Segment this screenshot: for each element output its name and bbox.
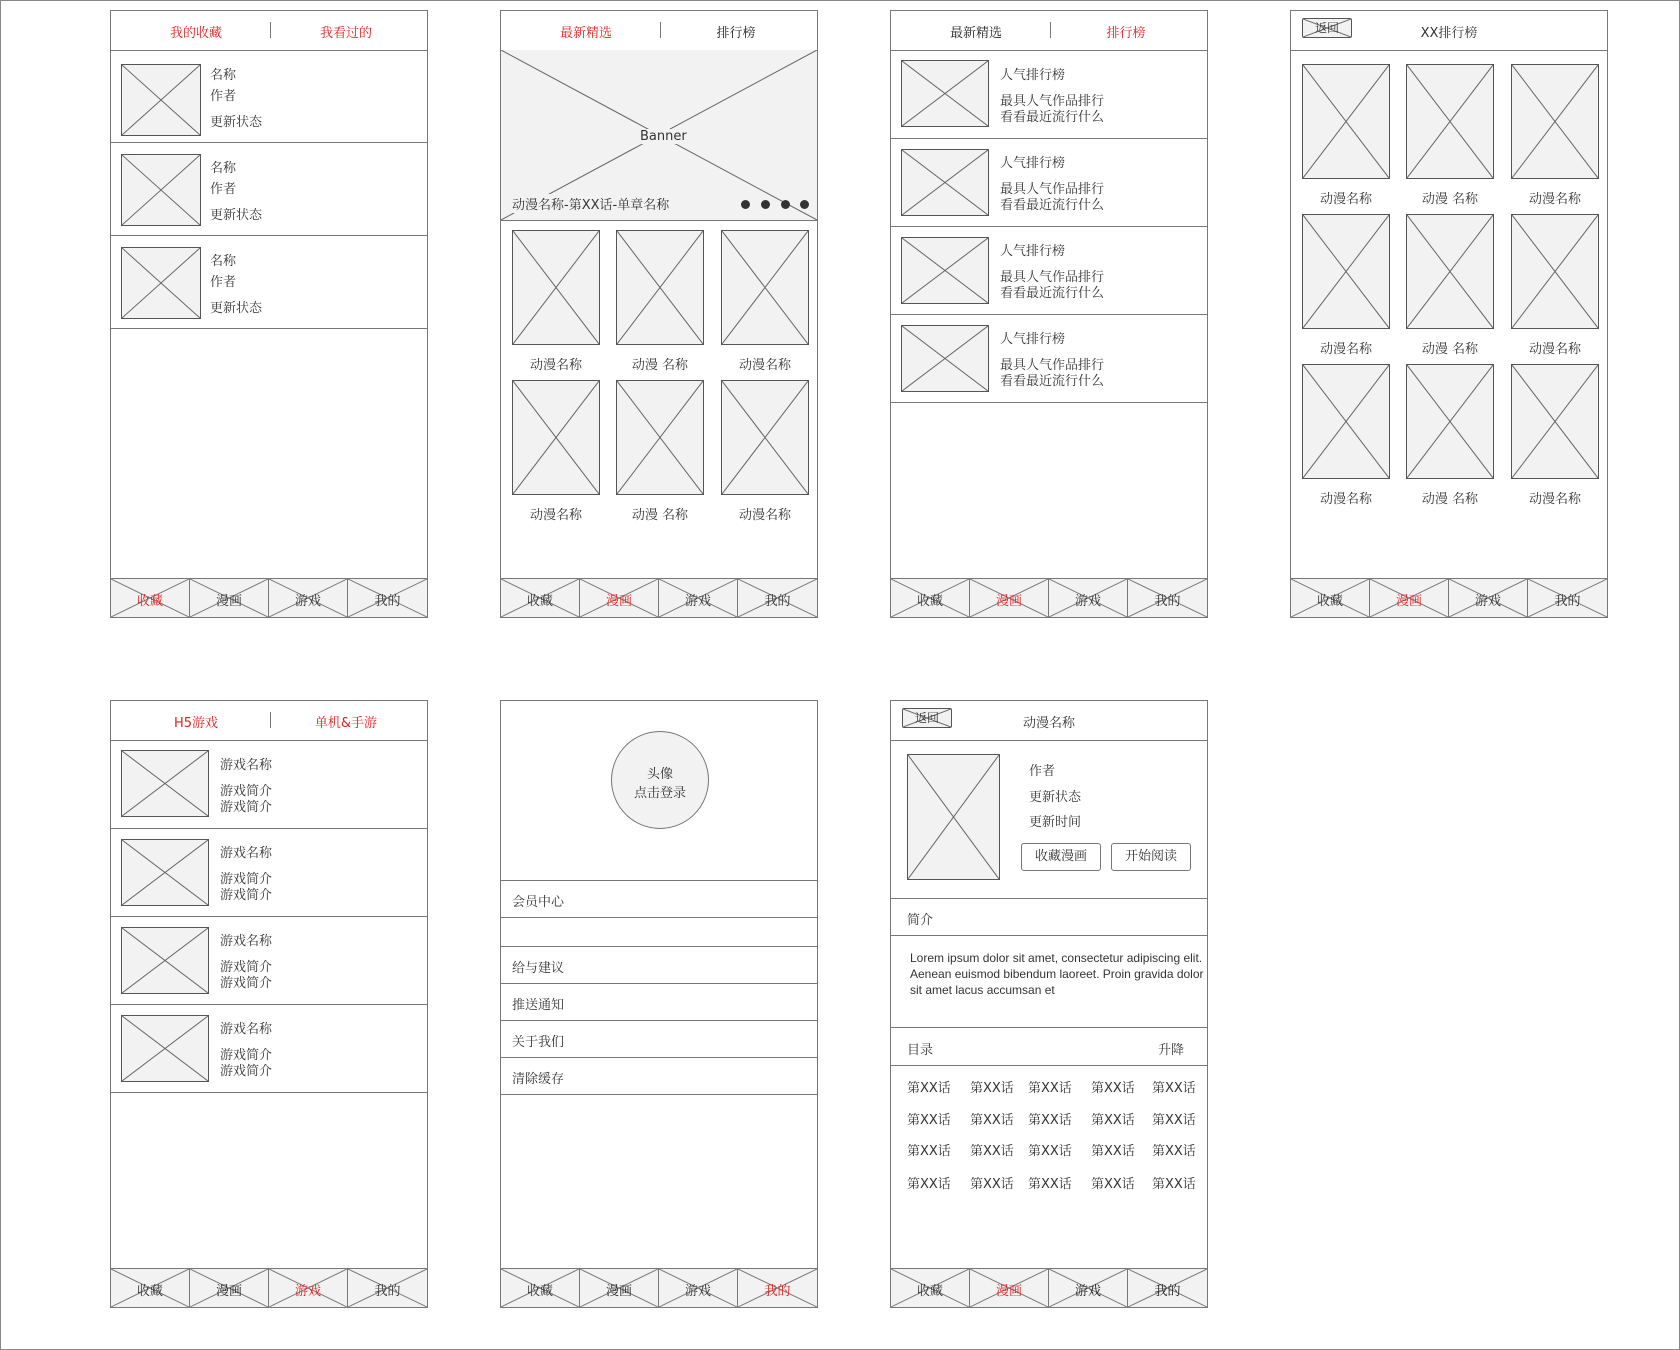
comic-title: 动漫名称	[1528, 192, 1581, 207]
tab-me[interactable]	[348, 579, 427, 617]
tab-label: 漫画	[605, 1284, 632, 1299]
screen-ranking	[890, 10, 1208, 618]
tab-label: 漫画	[995, 594, 1022, 609]
carousel-dot[interactable]	[761, 200, 770, 209]
tab-label: 收藏	[526, 594, 553, 609]
tab-label: 收藏	[1316, 594, 1343, 609]
menu-item-clear-cache[interactable]	[501, 1058, 817, 1095]
tab-label: 漫画	[215, 1284, 242, 1299]
tab-label: 漫画	[215, 594, 242, 609]
tab-label: 游戏	[1074, 1284, 1101, 1299]
screen-favorites	[110, 10, 428, 618]
game-intro: 游戏简介	[220, 800, 273, 815]
tab-ranking[interactable]: 排行榜	[716, 26, 756, 41]
comic-cover[interactable]	[1302, 364, 1390, 479]
screen-ranking-detail	[1290, 10, 1608, 618]
start-reading-button[interactable]: 开始阅读	[1111, 843, 1191, 871]
chapter-item[interactable]: 第XX话	[1152, 1144, 1196, 1159]
list-item[interactable]	[111, 143, 427, 236]
tab-label: 漫画	[605, 594, 632, 609]
menu-label: 清除缓存	[512, 1072, 565, 1087]
page-title: XX排行榜	[1420, 26, 1478, 41]
tab-ranking[interactable]: 排行榜	[1106, 26, 1146, 41]
item-name: 名称	[210, 161, 237, 176]
game-intro: 游戏简介	[220, 1048, 273, 1063]
tab-me[interactable]	[738, 1269, 817, 1307]
tab-me[interactable]	[738, 579, 817, 617]
item-status: 更新状态	[210, 208, 263, 223]
tab-games[interactable]	[1449, 579, 1528, 617]
tab-games[interactable]	[269, 579, 348, 617]
game-intro: 游戏简介	[220, 872, 273, 887]
ranking-desc: 最具人气作品排行	[1000, 358, 1105, 373]
avatar-label: 头像	[646, 767, 673, 782]
game-name: 游戏名称	[220, 846, 273, 861]
item-status: 更新状态	[210, 301, 263, 316]
tab-games[interactable]	[659, 1269, 738, 1307]
chapter-item[interactable]: 第XX话	[1091, 1144, 1135, 1159]
tab-label: 漫画	[1395, 594, 1422, 609]
chapter-item[interactable]: 第XX话	[1028, 1113, 1072, 1128]
chapter-item[interactable]: 第XX话	[1152, 1081, 1196, 1096]
carousel-dot[interactable]	[741, 200, 750, 209]
ranking-item[interactable]	[891, 50, 1207, 139]
menu-spacer	[501, 918, 817, 947]
avatar[interactable]	[611, 731, 709, 829]
screen-profile	[500, 700, 818, 1308]
chapter-item[interactable]: 第XX话	[1028, 1081, 1072, 1096]
ranking-title: 人气排行榜	[1000, 156, 1066, 171]
chapter-item[interactable]: 第XX话	[1028, 1144, 1072, 1159]
intro-header	[891, 899, 1207, 936]
header-tabs	[891, 11, 1207, 51]
chapter-item[interactable]: 第XX话	[970, 1177, 1014, 1192]
comic-author: 作者	[1029, 764, 1056, 779]
tab-label: 游戏	[1074, 594, 1101, 609]
tab-comics[interactable]	[580, 1269, 659, 1307]
bottom-tab-bar	[501, 1268, 817, 1307]
comic-title: 动漫名称	[529, 358, 582, 373]
tab-me[interactable]	[1128, 1269, 1207, 1307]
chapter-item[interactable]: 第XX话	[1091, 1177, 1135, 1192]
chapter-item[interactable]: 第XX话	[907, 1113, 951, 1128]
ranking-desc: 看看最近流行什么	[1000, 374, 1105, 389]
menu-item-membership[interactable]	[501, 881, 817, 918]
comic-cover[interactable]	[1302, 214, 1390, 329]
tab-favorites[interactable]	[501, 1269, 580, 1307]
tab-label: 我的	[764, 1284, 791, 1299]
game-thumbnail	[121, 839, 209, 906]
tab-label: 游戏	[684, 594, 711, 609]
menu-item-about[interactable]	[501, 1021, 817, 1058]
comic-cover[interactable]	[1406, 214, 1494, 329]
catalog-label: 目录	[907, 1043, 934, 1058]
comic-cover[interactable]	[721, 230, 809, 345]
ranking-desc: 最具人气作品排行	[1000, 182, 1105, 197]
game-intro: 游戏简介	[220, 1064, 273, 1079]
cover-image-placeholder	[121, 64, 201, 136]
tab-favorites[interactable]	[111, 1269, 190, 1307]
chapter-item[interactable]: 第XX话	[1091, 1113, 1135, 1128]
chapter-item[interactable]: 第XX话	[907, 1177, 951, 1192]
comic-title: 动漫名称	[1319, 342, 1372, 357]
item-name: 名称	[210, 68, 237, 83]
tab-featured[interactable]: 最新精选	[949, 26, 1002, 41]
game-item[interactable]	[111, 1005, 427, 1093]
chapter-item[interactable]: 第XX话	[970, 1144, 1014, 1159]
tab-h5-games[interactable]: H5游戏	[173, 716, 219, 731]
back-label: 返回	[1314, 21, 1339, 35]
carousel-dot[interactable]	[800, 200, 809, 209]
screen-games	[110, 700, 428, 1308]
comic-cover[interactable]	[721, 380, 809, 495]
comic-cover[interactable]	[512, 380, 600, 495]
comic-title: 动漫名称	[1319, 492, 1372, 507]
game-item[interactable]	[111, 917, 427, 1005]
catalog-header	[891, 1028, 1207, 1066]
login-link[interactable]: 点击登录	[633, 786, 686, 801]
tab-label: 我的	[1154, 1284, 1181, 1299]
intro-section	[891, 936, 1207, 1028]
tab-label: 我的	[1554, 594, 1581, 609]
ranking-desc: 最具人气作品排行	[1000, 94, 1105, 109]
tab-favorites[interactable]	[891, 1269, 970, 1307]
game-intro: 游戏简介	[220, 784, 273, 799]
bottom-tab-bar	[501, 578, 817, 617]
bottom-tab-bar	[1291, 578, 1607, 617]
page-title: 动漫名称	[1022, 716, 1075, 731]
bottom-tab-bar	[891, 1268, 1207, 1307]
tab-games[interactable]	[659, 579, 738, 617]
comic-cover[interactable]	[1511, 64, 1599, 179]
tab-label: 我的	[764, 594, 791, 609]
item-name: 名称	[210, 254, 237, 269]
intro-label: 简介	[907, 913, 934, 928]
menu-label: 关于我们	[512, 1035, 565, 1050]
chapter-item[interactable]: 第XX话	[1152, 1113, 1196, 1128]
header-tabs	[111, 11, 427, 51]
game-name: 游戏名称	[220, 934, 273, 949]
tab-label: 收藏	[916, 1284, 943, 1299]
ranking-item[interactable]	[891, 227, 1207, 315]
game-item[interactable]	[111, 829, 427, 917]
comic-cover[interactable]	[616, 230, 704, 345]
menu-label: 给与建议	[512, 961, 565, 976]
back-button[interactable]	[902, 708, 952, 728]
comic-title: 动漫 名称	[1421, 192, 1479, 207]
game-thumbnail	[121, 927, 209, 994]
tab-comics[interactable]	[970, 579, 1049, 617]
ranking-item[interactable]	[891, 139, 1207, 227]
game-intro: 游戏简介	[220, 888, 273, 903]
tab-label: 游戏	[1474, 594, 1501, 609]
ranking-item[interactable]	[891, 315, 1207, 403]
header-tabs	[501, 11, 817, 51]
ranking-thumbnail	[901, 149, 989, 216]
chapter-item[interactable]: 第XX话	[1152, 1177, 1196, 1192]
comic-cover[interactable]	[1511, 214, 1599, 329]
comic-title: 动漫 名称	[1421, 492, 1479, 507]
chapter-item[interactable]: 第XX话	[1028, 1177, 1072, 1192]
comic-status: 更新状态	[1029, 790, 1082, 805]
tab-featured[interactable]: 最新精选	[559, 26, 612, 41]
screen-featured	[500, 10, 818, 618]
collect-button[interactable]: 收藏漫画	[1021, 843, 1101, 871]
comic-title: 动漫名称	[738, 508, 791, 523]
comic-title: 动漫名称	[1319, 192, 1372, 207]
header	[891, 701, 1207, 741]
comic-cover[interactable]	[512, 230, 600, 345]
chapter-item[interactable]: 第XX话	[970, 1113, 1014, 1128]
tab-comics[interactable]	[190, 1269, 269, 1307]
comic-cover	[907, 754, 1000, 880]
comic-cover[interactable]	[616, 380, 704, 495]
ranking-thumbnail	[901, 60, 989, 127]
chapter-item[interactable]: 第XX话	[907, 1081, 951, 1096]
tab-label: 收藏	[916, 594, 943, 609]
comic-title: 动漫名称	[529, 508, 582, 523]
list-item[interactable]	[111, 236, 427, 329]
tab-comics[interactable]	[970, 1269, 1049, 1307]
tab-me[interactable]	[1528, 579, 1607, 617]
item-author: 作者	[210, 275, 237, 290]
ranking-thumbnail	[901, 325, 989, 392]
game-item[interactable]	[111, 740, 427, 829]
item-status: 更新状态	[210, 115, 263, 130]
tab-games[interactable]	[1049, 579, 1128, 617]
comic-cover[interactable]	[1406, 64, 1494, 179]
comic-title: 动漫 名称	[1421, 342, 1479, 357]
tab-label: 我的	[1154, 594, 1181, 609]
bottom-tab-bar	[111, 578, 427, 617]
game-intro: 游戏简介	[220, 976, 273, 991]
ranking-title: 人气排行榜	[1000, 68, 1066, 83]
comic-info	[891, 740, 1207, 899]
tab-comics[interactable]	[580, 579, 659, 617]
tab-my-favorites[interactable]: 我的收藏	[169, 26, 222, 41]
tab-favorites[interactable]	[501, 579, 580, 617]
tab-label: 我的	[374, 594, 401, 609]
list-item[interactable]	[111, 50, 427, 143]
banner[interactable]	[501, 50, 817, 221]
comic-update-time: 更新时间	[1029, 815, 1082, 830]
comic-title: 动漫名称	[738, 358, 791, 373]
tab-label: 漫画	[995, 1284, 1022, 1299]
comic-cover[interactable]	[1406, 364, 1494, 479]
comic-title: 动漫名称	[1528, 342, 1581, 357]
tab-me[interactable]	[1128, 579, 1207, 617]
comic-title: 动漫 名称	[631, 358, 689, 373]
tab-games[interactable]	[269, 1269, 348, 1307]
game-thumbnail	[121, 750, 209, 817]
tab-history[interactable]: 我看过的	[319, 26, 372, 41]
menu-item-feedback[interactable]	[501, 947, 817, 984]
tab-me[interactable]	[348, 1269, 427, 1307]
tab-favorites[interactable]	[1291, 579, 1370, 617]
tab-comics[interactable]	[1370, 579, 1449, 617]
ranking-desc: 看看最近流行什么	[1000, 110, 1105, 125]
ranking-thumbnail	[901, 237, 989, 304]
item-author: 作者	[210, 89, 237, 104]
game-thumbnail	[121, 1015, 209, 1082]
bottom-tab-bar	[111, 1268, 427, 1307]
menu-label: 推送通知	[512, 998, 565, 1013]
carousel-dot[interactable]	[781, 200, 790, 209]
tab-label: 游戏	[294, 594, 321, 609]
bottom-tab-bar	[891, 578, 1207, 617]
tab-favorites[interactable]	[111, 579, 190, 617]
banner-label: Banner	[640, 129, 687, 144]
tab-comics[interactable]	[190, 579, 269, 617]
back-label: 返回	[914, 711, 939, 725]
tab-mobile-games[interactable]: 单机&手游	[314, 716, 378, 731]
screen-comic-detail	[890, 700, 1208, 1308]
chapter-item[interactable]: 第XX话	[970, 1081, 1014, 1096]
ranking-desc: 看看最近流行什么	[1000, 286, 1105, 301]
ranking-title: 人气排行榜	[1000, 244, 1066, 259]
ranking-desc: 看看最近流行什么	[1000, 198, 1105, 213]
tab-label: 收藏	[526, 1284, 553, 1299]
cover-image-placeholder	[121, 247, 201, 319]
cover-image-placeholder	[121, 154, 201, 226]
item-author: 作者	[210, 182, 237, 197]
chapter-item[interactable]: 第XX话	[1091, 1081, 1135, 1096]
comic-cover[interactable]	[1302, 64, 1390, 179]
ranking-title: 人气排行榜	[1000, 332, 1066, 347]
game-intro: 游戏简介	[220, 960, 273, 975]
tab-favorites[interactable]	[891, 579, 970, 617]
tab-label: 游戏	[684, 1284, 711, 1299]
banner-caption: 动漫名称-第XX话-单章名称	[512, 194, 669, 213]
comic-title: 动漫 名称	[631, 508, 689, 523]
game-name: 游戏名称	[220, 758, 273, 773]
sort-toggle[interactable]: 升降	[1158, 1043, 1185, 1058]
tab-label: 收藏	[136, 1284, 163, 1299]
menu-label: 会员中心	[512, 895, 565, 910]
back-button[interactable]	[1302, 18, 1352, 38]
ranking-desc: 最具人气作品排行	[1000, 270, 1105, 285]
tab-label: 游戏	[294, 1284, 321, 1299]
game-name: 游戏名称	[220, 1022, 273, 1037]
profile-header	[501, 701, 817, 881]
comic-title: 动漫名称	[1528, 492, 1581, 507]
comic-cover[interactable]	[1511, 364, 1599, 479]
intro-text: Lorem ipsum dolor sit amet, consectetur adipiscing elit. Aenean euismod bibendum laoreet. Proin gravida dolor sit amet lacus accumsan et	[910, 951, 1204, 997]
header-tabs	[111, 701, 427, 741]
tab-label: 收藏	[136, 594, 163, 609]
header	[1291, 11, 1607, 51]
tab-games[interactable]	[1049, 1269, 1128, 1307]
menu-item-notifications[interactable]	[501, 984, 817, 1021]
chapter-item[interactable]: 第XX话	[907, 1144, 951, 1159]
tab-label: 我的	[374, 1284, 401, 1299]
